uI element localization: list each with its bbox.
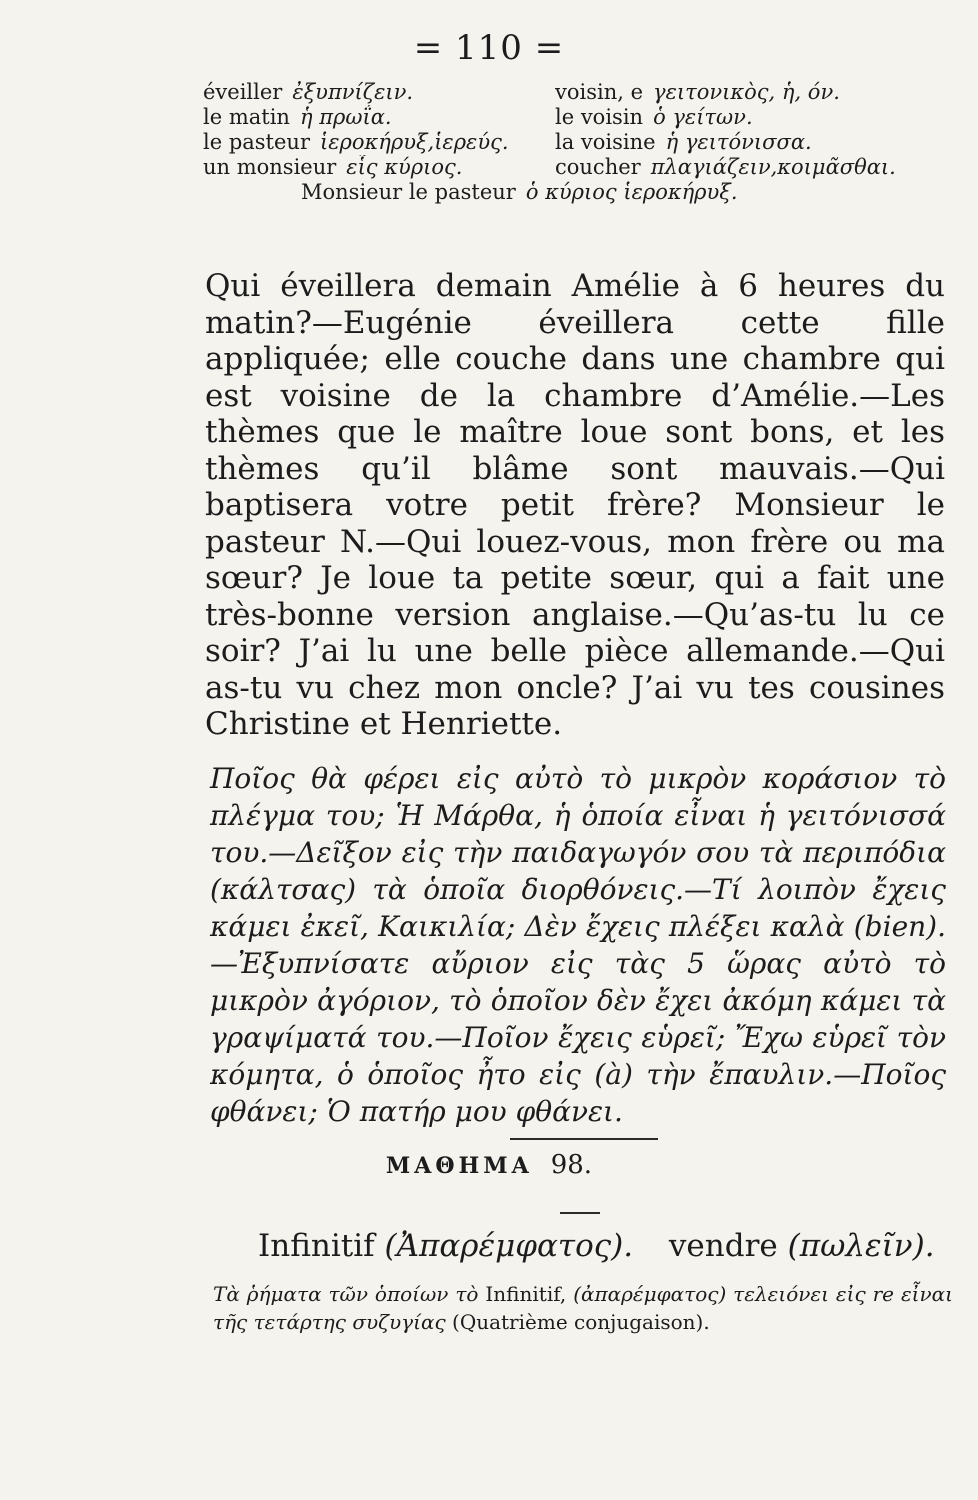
french-exercise bbox=[205, 268, 945, 743]
vocab-greek: ἡ γειτόνισσα. bbox=[665, 130, 812, 154]
lesson-title bbox=[0, 1150, 978, 1180]
vocabulary-list bbox=[203, 80, 943, 205]
vocab-french: Monsieur le pasteur bbox=[301, 180, 516, 204]
note-text: (ἀπαρέμφατος) τελειόνει εἰς bbox=[573, 1282, 866, 1306]
note-term: (Quatrième conjugaison). bbox=[452, 1310, 710, 1334]
vocab-french: le voisin bbox=[555, 105, 644, 129]
vocab-greek: πλαγιάζειν,κοιμᾶσθαι. bbox=[650, 155, 896, 179]
heading-verb: vendre bbox=[668, 1228, 778, 1264]
vocab-greek: ἐξυπνίζειν. bbox=[292, 80, 414, 104]
greek-paragraph: Ποῖος θὰ φέρει εἰς αὐτὸ τὸ μικρὸν κοράσιον τὸ πλέγμα του; Ἡ Μάρθα, ἡ ὁποία εἶναι ἡ γειτόνισσά του.—Δεῖξον εἰς τὴν παιδαγωγόν σου τὰ περιπόδια (κάλτσας) τὰ ὁποῖα διορθόνεις.—Τί λοιπὸν ἔχεις κάμει ἐκεῖ, Καικιλία; Δὲν ἔχεις πλέξει καλὰ (bien).—Ἐξυπνίσατε αὔριον εἰς τὰς 5 ὥρας αὐτὸ τὸ μικρὸν ἀγόριον, τὸ ὁποῖον δὲν ἔχει ἀκόμη κάμει τὰ γραψίματά του.—Ποῖον ἔχεις εὑρεῖ; Ἔχω εὑρεῖ τὸν κόμητα, ὁ ὁποῖος ἦτο εἰς (à) τὴν ἔπαυλιν.—Ποῖος φθάνει; Ὁ πατήρ μου φθάνει. bbox=[210, 762, 946, 1128]
vocab-greek: εἷς κύριος. bbox=[346, 155, 463, 179]
note-text: Τὰ ῥήματα τῶν ὁποίων τὸ bbox=[213, 1282, 479, 1306]
vocab-french: éveiller bbox=[203, 80, 283, 104]
vocab-greek: γειτονικὸς, ἡ, όν. bbox=[653, 80, 840, 104]
vocab-row bbox=[203, 130, 943, 155]
vocab-greek: ἡ πρωΐα. bbox=[299, 105, 392, 129]
note-term: Infinitif, bbox=[485, 1282, 567, 1306]
vocab-greek: ὁ κύριος ἱεροκήρυξ. bbox=[525, 180, 738, 204]
short-divider bbox=[560, 1212, 600, 1214]
vocab-french: voisin, e bbox=[555, 80, 644, 104]
vocab-french: coucher bbox=[555, 155, 641, 179]
vocab-french: le matin bbox=[203, 105, 290, 129]
vocab-french: le pasteur bbox=[203, 130, 310, 154]
lesson-word: ΜΑΘΗΜΑ bbox=[385, 1153, 533, 1179]
section-heading bbox=[258, 1228, 958, 1264]
french-paragraph: Qui éveillera demain Amélie à 6 heures du matin?—Eugénie éveillera cette fille appliquée; elle couche dans une chambre qui est voisine de la chambre d’Amélie.—Les thèmes que le maître loue sont bons, et les thèmes qu’il blâme sont mauvais.—Qui baptisera votre petit frère? Monsieur le pasteur N.—Qui louez-vous, mon frère ou ma sœur? Je loue ta petite sœur, qui a fait une très-bonne version anglaise.—Qu’as-tu lu ce soir? J’ai lu une belle pièce allemande.—Qui as-tu vu chez mon oncle? J’ai vu tes cousines Christine et Henriette. bbox=[205, 268, 945, 742]
vocab-french: la voisine bbox=[555, 130, 656, 154]
vocab-french: un monsieur bbox=[203, 155, 337, 179]
vocab-greek: ὁ γείτων. bbox=[653, 105, 753, 129]
conjugation-note bbox=[213, 1280, 953, 1336]
section-divider bbox=[510, 1138, 658, 1140]
heading-greek: (Ἀπαρέμφατος). bbox=[384, 1228, 634, 1264]
note-text: εἶναι τῆς τετάρτης συζυγίας bbox=[213, 1282, 954, 1334]
heading-verb-greek: (πωλεῖν). bbox=[787, 1228, 935, 1264]
heading-french: Infinitif bbox=[258, 1228, 375, 1264]
vocab-row bbox=[203, 105, 943, 130]
page-number: = 110 = bbox=[413, 28, 565, 68]
vocab-row bbox=[203, 80, 943, 105]
vocab-row bbox=[203, 180, 943, 205]
vocab-greek: ἱεροκήρυξ,ἱερεύς. bbox=[320, 130, 509, 154]
note-ending: re bbox=[872, 1282, 895, 1306]
lesson-number: 98. bbox=[550, 1150, 593, 1180]
greek-exercise bbox=[210, 760, 946, 1130]
vocab-row bbox=[203, 155, 943, 180]
